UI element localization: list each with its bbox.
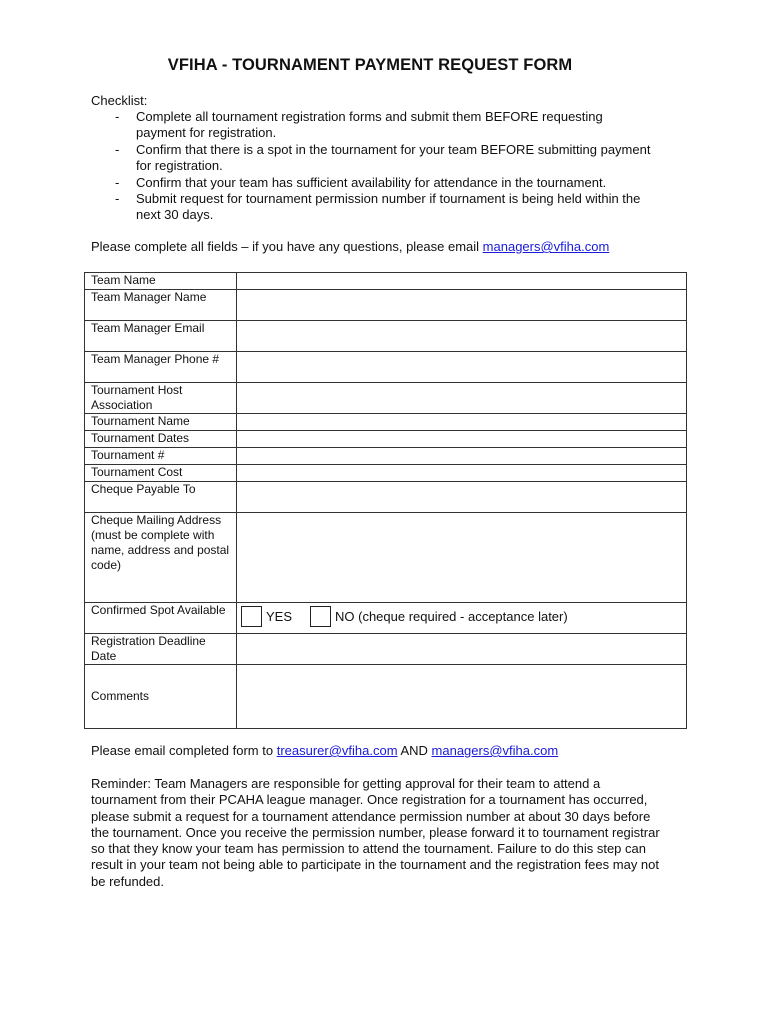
field-label: Team Manager Name <box>85 290 237 321</box>
field-label: Team Name <box>85 273 237 290</box>
reminder-paragraph: Reminder: Team Managers are responsible for getting approval for their team to attend a tournament from their PCAHA league manager. Once registration for a tournament has occurred, please submit a request for a tournament attendance permission number at about 30 days before the tournament. Once you receive the permission number, please forward it to tournament registrar so that they know your team has permission to attend the tournament. Failure to do this step can result in your team not being able to participate in the tournament and the registration fees may not be refunded. <box>91 776 660 889</box>
page-title: VFIHA - TOURNAMENT PAYMENT REQUEST FORM <box>167 56 573 74</box>
intro-text: Please complete all fields – if you have any questions, please email managers@vfiha.com <box>91 239 610 254</box>
manager-email-field[interactable] <box>237 321 687 352</box>
yes-label: YES <box>266 609 293 624</box>
managers-email-link[interactable]: managers@vfiha.com <box>431 743 559 758</box>
tournament-number-field[interactable] <box>237 448 687 465</box>
comments-field[interactable] <box>237 665 687 729</box>
field-label: Team Manager Phone # <box>85 352 237 383</box>
tournament-name-field[interactable] <box>237 414 687 431</box>
yes-checkbox[interactable] <box>241 606 262 627</box>
no-checkbox[interactable] <box>310 606 331 627</box>
checklist-item: - Confirm that there is a spot in the tournament for your team BEFORE submitting payment for registration. <box>115 141 651 174</box>
field-label: Cheque Payable To <box>85 482 237 513</box>
request-form-table <box>84 272 687 729</box>
tournament-dates-field[interactable] <box>237 431 687 448</box>
field-label: Tournament Dates <box>85 431 237 448</box>
checklist <box>91 109 651 224</box>
cheque-payable-field[interactable] <box>237 482 687 513</box>
no-label: NO (cheque required - acceptance later) <box>335 609 568 624</box>
field-label: Comments <box>85 665 237 729</box>
manager-name-field[interactable] <box>237 290 687 321</box>
field-label: Cheque Mailing Address (must be complete with name, address and postal code) <box>85 513 237 603</box>
manager-phone-field[interactable] <box>237 352 687 383</box>
field-label: Team Manager Email <box>85 321 237 352</box>
checklist-item: - Submit request for tournament permission number if tournament is being held within the next 30 days. <box>115 191 641 223</box>
field-label: Confirmed Spot Available <box>85 603 237 634</box>
cheque-address-field[interactable] <box>237 513 687 603</box>
checklist-item: - Confirm that your team has sufficient availability for attendance in the tournament. <box>115 174 607 190</box>
field-label: Tournament Host Association <box>85 383 237 414</box>
checklist-item: - Complete all tournament registration forms and submit them BEFORE requesting payment for registration. <box>115 109 603 141</box>
team-name-field[interactable] <box>237 273 687 290</box>
managers-email-link[interactable]: managers@vfiha.com <box>482 239 610 254</box>
field-label: Tournament # <box>85 448 237 465</box>
confirmed-spot-field <box>237 603 687 634</box>
treasurer-email-link[interactable]: treasurer@vfiha.com <box>276 743 398 758</box>
checklist-label: Checklist: <box>91 93 148 108</box>
field-label: Tournament Cost <box>85 465 237 482</box>
footer-email-text: Please email completed form to treasurer@vfiha.com AND managers@vfiha.com <box>91 743 559 758</box>
tournament-cost-field[interactable] <box>237 465 687 482</box>
host-association-field[interactable] <box>237 383 687 414</box>
field-label: Registration Deadline Date <box>85 634 237 665</box>
field-label: Tournament Name <box>85 414 237 431</box>
deadline-date-field[interactable] <box>237 634 687 665</box>
